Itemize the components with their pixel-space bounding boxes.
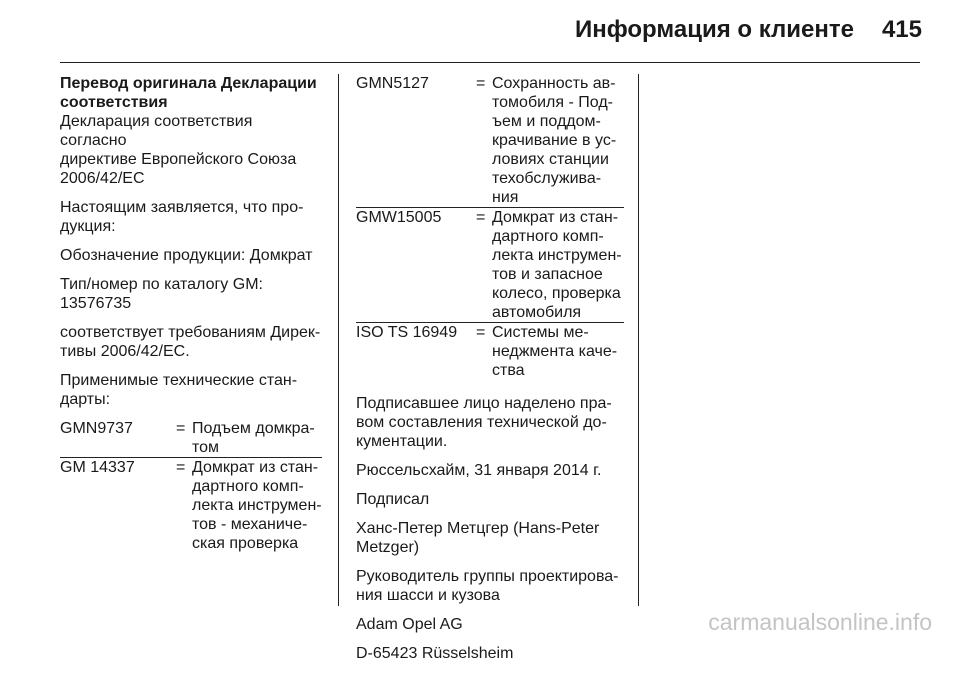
watermark: carmanualsonline.info bbox=[708, 609, 932, 635]
catalog-number: Тип/номер по каталогу GM: 13576735 bbox=[60, 276, 263, 312]
standard-equals: = bbox=[176, 420, 186, 437]
signatory-name: Ханс-Петер Метцгер (Hans-Peter Metzger) bbox=[356, 520, 600, 556]
column-right bbox=[356, 74, 624, 673]
standards-list-left bbox=[60, 419, 322, 553]
declaration-intro: Декларация соответствия согласно директиве Европейского Союза 2006/42/EC bbox=[60, 113, 297, 187]
standard-equals: = bbox=[476, 324, 486, 341]
standard-description: Системы ме- неджмента каче- ства bbox=[492, 324, 618, 379]
page-number: 415 bbox=[881, 16, 922, 43]
standard-description: Домкрат из стан- дартного комп- лекта инструмен- тов - механиче- ская проверка bbox=[192, 459, 322, 552]
signatory-position: Руководитель группы проектирова- ния шасси и кузова bbox=[356, 568, 619, 604]
declaration-heading: Перевод оригинала Декларации соответствия bbox=[60, 75, 317, 111]
standard-equals: = bbox=[476, 75, 486, 92]
column-left bbox=[60, 74, 322, 563]
standard-row bbox=[60, 419, 322, 457]
signed-label: Подписал bbox=[356, 491, 430, 508]
standards-intro: Применимые технические стан- дарты: bbox=[60, 372, 298, 408]
column-divider-right bbox=[638, 74, 639, 606]
company-name: Adam Opel AG bbox=[356, 616, 463, 633]
company-address: D-65423 Rüsselsheim bbox=[356, 645, 514, 662]
place-date: Рюссельсхайм, 31 января 2014 г. bbox=[356, 462, 602, 479]
standard-description: Домкрат из стан- дартного комп- лекта инструмен- тов и запасное колесо, проверка автомобиля bbox=[492, 209, 622, 321]
standards-list-right bbox=[356, 74, 624, 380]
directive-compliance: соответствует требованиям Дирек- тивы 2006/42/EC. bbox=[60, 324, 321, 360]
standard-description: Подъем домкра- том bbox=[192, 420, 315, 456]
standard-code: GM 14337 bbox=[60, 459, 135, 476]
standard-row bbox=[356, 207, 624, 322]
product-designation: Обозначение продукции: Домкрат bbox=[60, 247, 313, 264]
standard-description: Сохранность ав- томобиля - Под- ъем и поддом- крачивание в ус- ловиях станции техобслужива- ния bbox=[492, 75, 617, 206]
signatory-authority: Подписавшее лицо наделено пра- вом составления технической до- кументации. bbox=[356, 395, 612, 450]
standard-code: GMN5127 bbox=[356, 75, 429, 92]
standard-row bbox=[60, 457, 322, 553]
standard-code: GMW15005 bbox=[356, 209, 442, 226]
standard-row bbox=[356, 74, 624, 207]
standard-code: ISO TS 16949 bbox=[356, 324, 458, 341]
header-rule bbox=[60, 62, 920, 63]
declaration-statement: Настоящим заявляется, что про- дукция: bbox=[60, 199, 304, 235]
page-header bbox=[575, 16, 922, 44]
standard-code: GMN9737 bbox=[60, 420, 133, 437]
column-divider-left bbox=[338, 74, 339, 606]
standard-equals: = bbox=[176, 459, 186, 476]
standard-row bbox=[356, 322, 624, 380]
page-title: Информация о клиенте bbox=[574, 16, 854, 43]
standard-equals: = bbox=[476, 209, 486, 226]
